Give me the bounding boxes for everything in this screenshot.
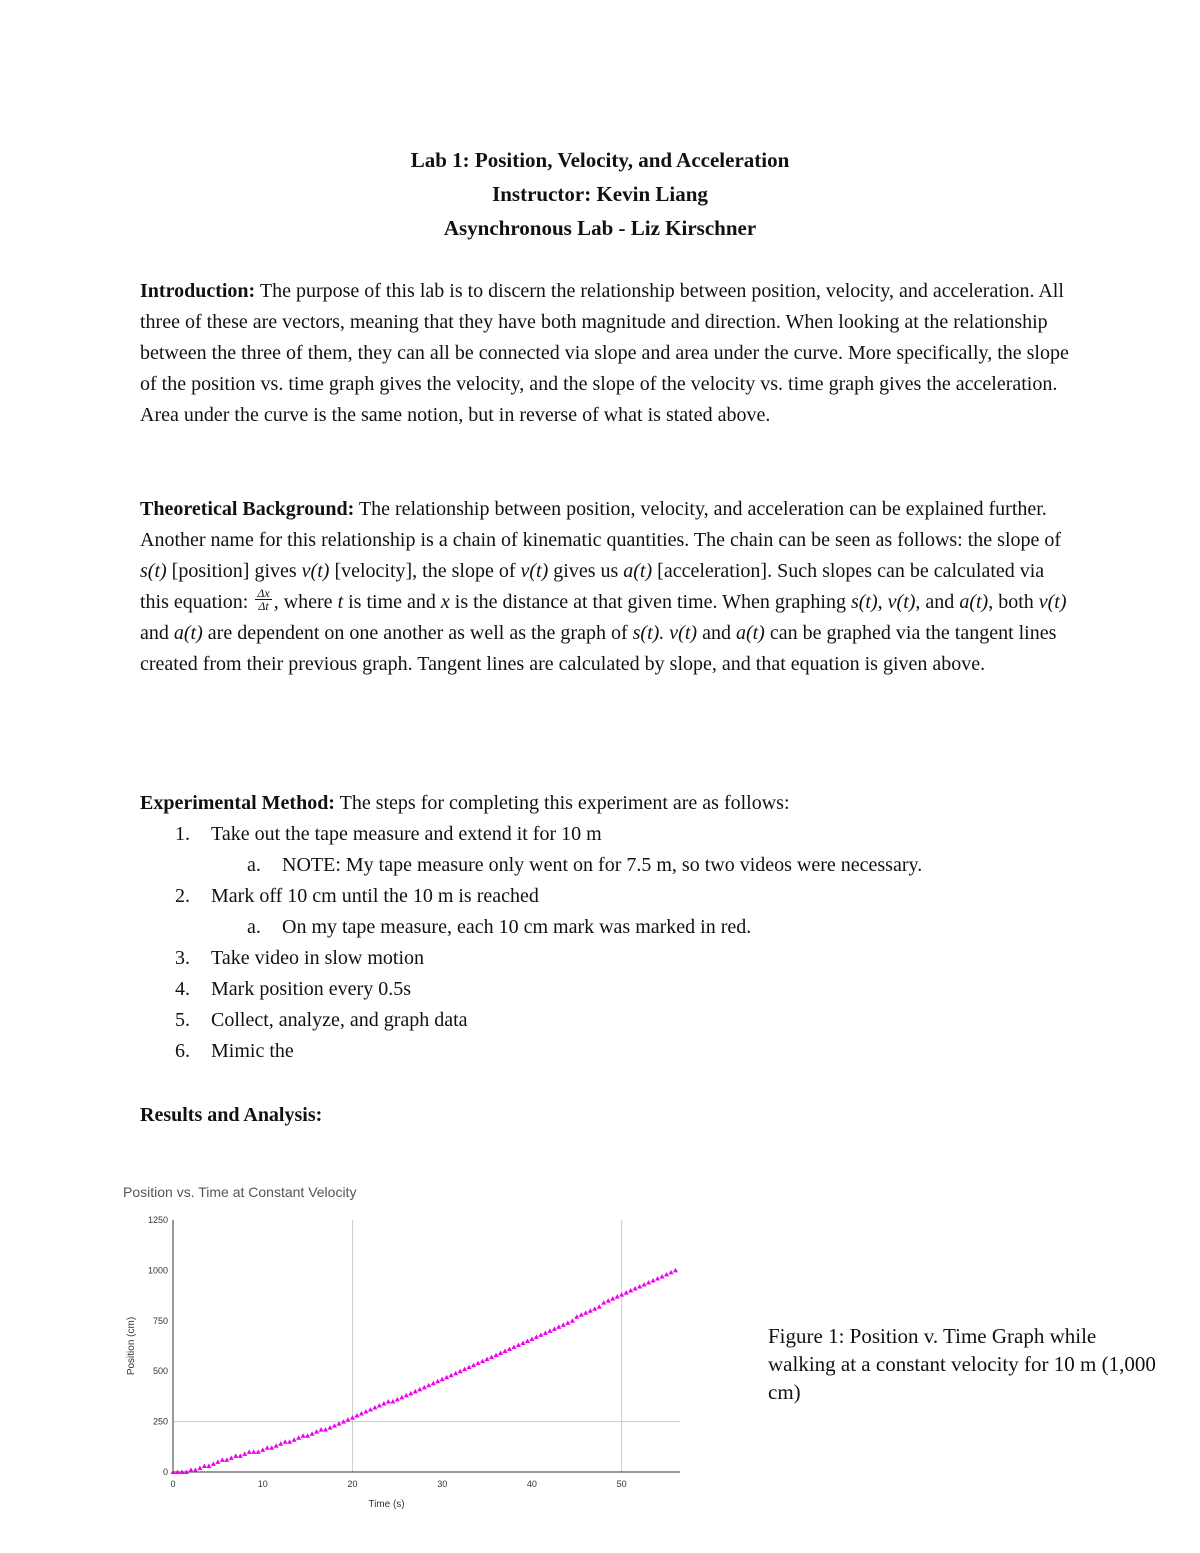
data-point xyxy=(260,1447,265,1452)
data-point xyxy=(664,1272,669,1277)
data-point xyxy=(606,1298,611,1303)
data-point xyxy=(615,1294,620,1299)
data-point xyxy=(211,1461,216,1466)
list-item xyxy=(140,819,1075,881)
list-number: 3. xyxy=(175,947,190,969)
data-point xyxy=(444,1375,449,1380)
var-t: t xyxy=(337,591,344,613)
method-heading: Experimental Method: xyxy=(140,792,335,814)
data-point xyxy=(206,1463,211,1468)
data-point xyxy=(292,1437,297,1442)
data-point xyxy=(408,1391,413,1396)
data-point xyxy=(404,1393,409,1398)
var-x: x xyxy=(440,591,450,613)
data-point xyxy=(458,1369,463,1374)
data-point xyxy=(552,1326,557,1331)
data-point xyxy=(574,1314,579,1319)
position-time-chart xyxy=(110,1178,700,1518)
var-a-t: a(t) xyxy=(173,622,203,644)
data-point xyxy=(440,1377,445,1382)
var-s-t: s(t) xyxy=(850,591,878,613)
list-text: Mark off 10 cm until the 10 m is reached xyxy=(211,885,539,907)
data-point xyxy=(538,1332,543,1337)
list-item xyxy=(140,943,1075,974)
data-point xyxy=(619,1292,624,1297)
var-v-t: v(t) xyxy=(669,622,698,644)
method-section xyxy=(140,788,1075,1067)
theory-text: , where xyxy=(273,591,338,613)
data-point xyxy=(242,1451,247,1456)
theory-text: and xyxy=(697,622,736,644)
data-point xyxy=(422,1385,427,1390)
list-text: Take video in slow motion xyxy=(211,947,425,969)
data-point xyxy=(498,1351,503,1356)
data-point xyxy=(624,1290,629,1295)
theory-text: are dependent on one another as well as the graph of xyxy=(202,622,633,644)
list-text: Mimic the xyxy=(211,1040,294,1062)
data-point xyxy=(278,1441,283,1446)
var-a-t: a(t) xyxy=(735,622,765,644)
theory-text: [position] gives xyxy=(166,560,302,582)
theory-text: is the distance at that given time. When graphing xyxy=(449,591,851,613)
data-point xyxy=(319,1427,324,1432)
x-tick-label: 40 xyxy=(526,1479,537,1489)
data-point xyxy=(646,1280,651,1285)
list-number: a. xyxy=(247,854,261,876)
data-point xyxy=(449,1373,454,1378)
sub-list xyxy=(211,912,1075,943)
introduction-text: The purpose of this lab is to discern the relationship between position, velocity, and acceleration. All three of these are vectors, meaning that they have both magnitude and direction. When looking at the relationship between the three of them, they can all be connected via slope and area under the curve. More specifically, the slope of the position vs. time graph gives the velocity, and the slope of the velocity vs. time graph gives the acceleration. Area under the curve is the same notion, but in reverse of what is stated above. xyxy=(140,280,1069,426)
list-text: NOTE: My tape measure only went on for 7.5 m, so two videos were necessary. xyxy=(282,854,923,876)
data-point xyxy=(511,1345,516,1350)
list-item xyxy=(140,1036,1075,1067)
data-point xyxy=(601,1300,606,1305)
y-tick-label: 250 xyxy=(152,1416,168,1427)
theory-text: and xyxy=(140,622,174,644)
sub-list xyxy=(211,850,1075,881)
data-point xyxy=(372,1405,377,1410)
var-v-t: v(t) xyxy=(301,560,330,582)
list-item xyxy=(140,912,1075,943)
data-point xyxy=(570,1318,575,1323)
data-point xyxy=(651,1278,656,1283)
chart-points xyxy=(171,1268,679,1474)
data-point xyxy=(431,1381,436,1386)
data-point xyxy=(534,1334,539,1339)
theory-text: , both xyxy=(988,591,1039,613)
theory-text: gives us xyxy=(548,560,624,582)
data-point xyxy=(305,1433,310,1438)
list-number: 2. xyxy=(175,885,190,907)
data-point xyxy=(328,1425,333,1430)
list-text: Take out the tape measure and extend it for 10 m xyxy=(211,823,602,845)
y-tick-label: 750 xyxy=(152,1315,168,1326)
list-item xyxy=(140,974,1075,1005)
data-point xyxy=(494,1353,499,1358)
data-point xyxy=(543,1330,548,1335)
slope-fraction xyxy=(255,587,271,612)
data-point xyxy=(377,1403,382,1408)
data-point xyxy=(579,1312,584,1317)
data-point xyxy=(354,1413,359,1418)
data-point xyxy=(453,1371,458,1376)
results-heading: Results and Analysis: xyxy=(140,1104,323,1126)
data-point xyxy=(476,1361,481,1366)
y-axis-label: Position (cm) xyxy=(126,1316,137,1376)
figure-caption: Figure 1: Position v. Time Graph while walking at a constant velocity for 10 m (1,000 cm) xyxy=(768,1324,1156,1404)
data-point xyxy=(274,1443,279,1448)
y-tick-label: 1000 xyxy=(147,1265,168,1276)
data-point xyxy=(529,1336,534,1341)
data-point xyxy=(660,1274,665,1279)
data-point xyxy=(485,1357,490,1362)
var-s-t: s(t) xyxy=(140,560,167,582)
fraction-numerator: Δx xyxy=(257,585,270,600)
data-point xyxy=(489,1355,494,1360)
data-point xyxy=(669,1270,674,1275)
theory-text: , xyxy=(877,591,888,613)
data-point xyxy=(480,1359,485,1364)
x-axis-label: Time (s) xyxy=(368,1499,405,1510)
list-text: Collect, analyze, and graph data xyxy=(211,1009,468,1031)
data-point xyxy=(633,1286,638,1291)
data-point xyxy=(561,1322,566,1327)
instructor-line: Instructor: Kevin Liang xyxy=(492,182,708,206)
x-tick-label: 50 xyxy=(616,1479,627,1489)
chart-title: Position vs. Time at Constant Velocity xyxy=(123,1184,357,1200)
data-point xyxy=(301,1433,306,1438)
list-number: 4. xyxy=(175,978,190,1000)
theory-text: , and xyxy=(915,591,960,613)
data-point xyxy=(628,1288,633,1293)
data-point xyxy=(296,1435,301,1440)
method-steps-list xyxy=(140,819,1075,1067)
x-tick-label: 10 xyxy=(257,1479,268,1489)
x-tick-label: 30 xyxy=(437,1479,448,1489)
data-point xyxy=(332,1423,337,1428)
data-point xyxy=(516,1342,521,1347)
subtitle-line: Asynchronous Lab - Liz Kirschner xyxy=(443,216,757,240)
var-s-t: s(t). xyxy=(632,622,665,644)
data-point xyxy=(265,1445,270,1450)
var-v-t: v(t) xyxy=(887,591,916,613)
data-point xyxy=(381,1401,386,1406)
data-point xyxy=(556,1324,561,1329)
theory-text: [acceleration]. Such slopes can be calculated via this equation: xyxy=(140,560,1045,613)
list-item xyxy=(140,881,1075,943)
data-point xyxy=(592,1306,597,1311)
data-point xyxy=(283,1439,288,1444)
data-point xyxy=(188,1467,193,1472)
data-point xyxy=(673,1268,678,1273)
data-point xyxy=(435,1379,440,1384)
y-tick-label: 500 xyxy=(152,1366,168,1377)
data-point xyxy=(399,1395,404,1400)
theory-text: The relationship between position, velocity, and acceleration can be explained further. Another name for this relationship is a chain of kinematic quantities. The chain can be seen as follows: the slope of xyxy=(140,498,1062,551)
data-point xyxy=(390,1399,395,1404)
data-point xyxy=(323,1427,328,1432)
data-point xyxy=(395,1397,400,1402)
data-point xyxy=(269,1445,274,1450)
data-point xyxy=(426,1383,431,1388)
data-point xyxy=(588,1308,593,1313)
data-point xyxy=(247,1449,252,1454)
data-point xyxy=(238,1453,243,1458)
data-point xyxy=(637,1284,642,1289)
data-point xyxy=(583,1310,588,1315)
data-point xyxy=(503,1349,508,1354)
data-point xyxy=(350,1415,355,1420)
list-number: a. xyxy=(247,916,261,938)
data-point xyxy=(413,1389,418,1394)
data-point xyxy=(547,1328,552,1333)
chart-grid xyxy=(173,1220,680,1472)
introduction-section xyxy=(140,276,1075,431)
chart-axes xyxy=(148,1215,680,1489)
data-point xyxy=(642,1282,647,1287)
data-point xyxy=(525,1338,530,1343)
list-item xyxy=(140,850,1075,881)
chart-svg xyxy=(110,1178,700,1518)
data-point xyxy=(417,1387,422,1392)
data-point xyxy=(368,1407,373,1412)
list-number: 1. xyxy=(175,823,190,845)
data-point xyxy=(256,1449,261,1454)
data-point xyxy=(359,1411,364,1416)
y-tick-label: 1250 xyxy=(147,1215,168,1225)
list-number: 5. xyxy=(175,1009,190,1031)
lab-title: Lab 1: Position, Velocity, and Acceleration xyxy=(410,148,790,172)
data-point xyxy=(287,1439,292,1444)
list-item xyxy=(140,1005,1075,1036)
data-point xyxy=(386,1399,391,1404)
x-tick-label: 20 xyxy=(347,1479,358,1489)
data-point xyxy=(202,1463,207,1468)
theory-text: [velocity], the slope of xyxy=(329,560,521,582)
data-point xyxy=(597,1304,602,1309)
theory-text: can be graphed via the tangent lines created from their previous graph. Tangent lines are calculated by slope, and that equation is given above. xyxy=(140,622,1057,675)
title-block xyxy=(0,143,1200,245)
data-point xyxy=(462,1367,467,1372)
data-point xyxy=(467,1365,472,1370)
data-point xyxy=(507,1347,512,1352)
data-point xyxy=(233,1453,238,1458)
theory-text: is time and xyxy=(343,591,441,613)
var-v-t: v(t) xyxy=(520,560,549,582)
data-point xyxy=(314,1429,319,1434)
data-point xyxy=(363,1409,368,1414)
data-point xyxy=(224,1457,229,1462)
data-point xyxy=(215,1459,220,1464)
introduction-heading: Introduction: xyxy=(140,280,256,302)
data-point xyxy=(345,1417,350,1422)
data-point xyxy=(471,1363,476,1368)
var-a-t: a(t) xyxy=(959,591,989,613)
data-point xyxy=(610,1296,615,1301)
var-a-t: a(t) xyxy=(623,560,653,582)
data-point xyxy=(655,1276,660,1281)
y-tick-label: 0 xyxy=(162,1467,168,1477)
data-point xyxy=(220,1457,225,1462)
data-point xyxy=(251,1449,256,1454)
list-number: 6. xyxy=(175,1040,190,1062)
theory-section xyxy=(140,494,1075,680)
x-tick-label: 0 xyxy=(170,1479,176,1489)
data-point xyxy=(310,1431,315,1436)
data-point xyxy=(193,1467,198,1472)
theory-heading: Theoretical Background: xyxy=(140,498,355,520)
data-point xyxy=(520,1340,525,1345)
method-intro: The steps for completing this experiment are as follows: xyxy=(339,792,790,814)
data-point xyxy=(565,1320,570,1325)
list-text: Mark position every 0.5s xyxy=(211,978,411,1000)
list-text: On my tape measure, each 10 cm mark was marked in red. xyxy=(282,916,752,938)
fraction-denominator: Δt xyxy=(258,598,269,613)
data-point xyxy=(229,1455,234,1460)
var-v-t: v(t) xyxy=(1038,591,1067,613)
data-point xyxy=(197,1465,202,1470)
